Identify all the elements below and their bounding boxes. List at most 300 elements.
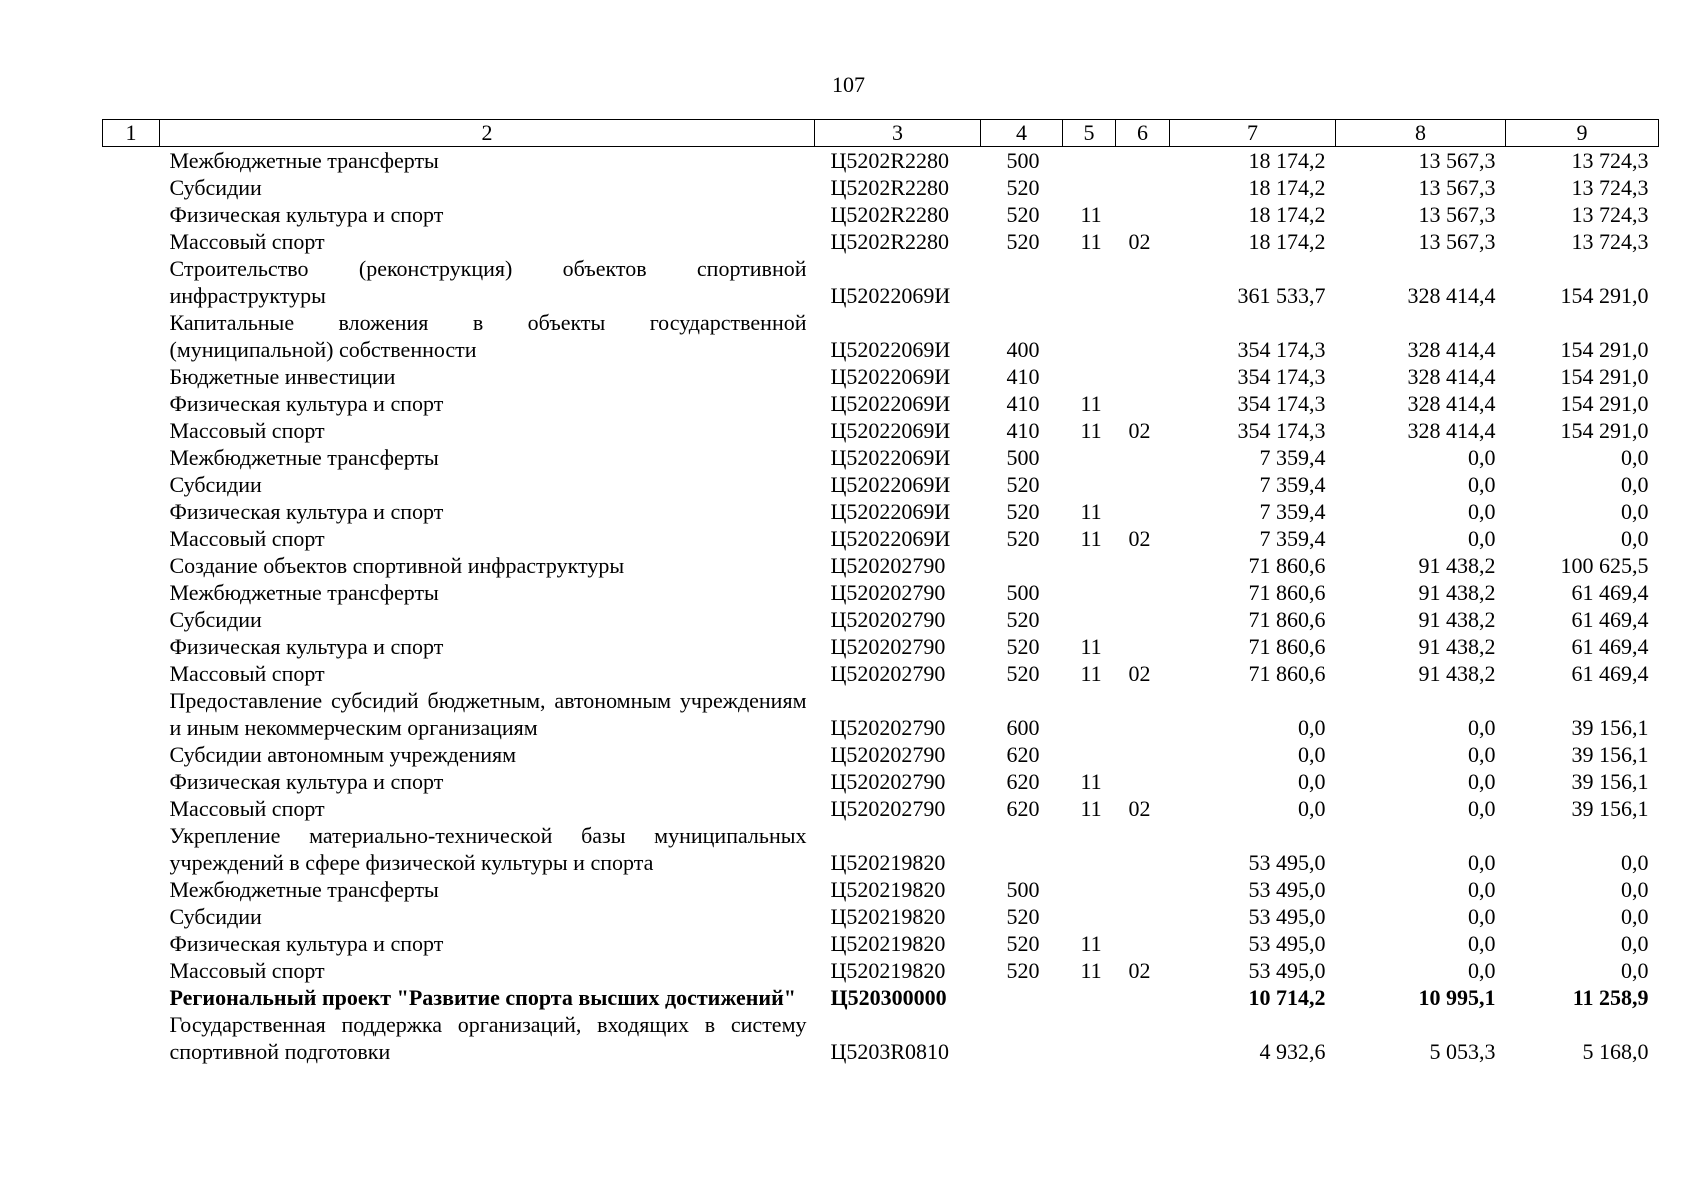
amount-col-9: 11 258,9: [1572, 985, 1649, 1010]
amount-col-8: 0,0: [1468, 931, 1496, 956]
amount-col-8: 91 438,2: [1418, 607, 1496, 632]
amount-col-9: 61 469,4: [1571, 607, 1649, 632]
expense-type-code: 520: [1006, 634, 1040, 659]
subsection-code: [1116, 1011, 1170, 1065]
header-col-1: 1: [103, 120, 160, 147]
amount-col-9: 39 156,1: [1571, 796, 1649, 821]
page-number: 107: [832, 72, 865, 97]
section-code: [1063, 552, 1116, 579]
amount-col-8: 328 414,4: [1407, 337, 1496, 362]
subsection-code: [1116, 822, 1170, 876]
amount-col-8: 0,0: [1468, 445, 1496, 470]
subsection-code: [1116, 741, 1170, 768]
amount-col-7: 71 860,6: [1248, 634, 1326, 659]
expense-type-code: 520: [1006, 958, 1040, 983]
section-code: 11: [1080, 796, 1102, 821]
table-header: [103, 120, 1659, 147]
table-row: [103, 984, 1659, 1011]
expense-type-code: 520: [1006, 904, 1040, 929]
section-code: [1063, 471, 1116, 498]
col1-cell: [103, 255, 160, 309]
table-row: [103, 552, 1659, 579]
budget-table: [102, 119, 1659, 1065]
subsection-code: [1116, 876, 1170, 903]
col1-cell: [103, 741, 160, 768]
item-name: Субсидии: [169, 607, 262, 632]
amount-col-7: 7 359,4: [1259, 472, 1326, 497]
item-name: Межбюджетные трансферты: [169, 580, 439, 605]
col1-cell: [103, 552, 160, 579]
col1-cell: [103, 174, 160, 201]
amount-col-7: 7 359,4: [1259, 445, 1326, 470]
table-row: [103, 417, 1659, 444]
expense-type-code: 520: [1006, 661, 1040, 686]
item-name: Межбюджетные трансферты: [169, 148, 439, 173]
item-name: Массовый спорт: [169, 661, 325, 686]
item-name: Физическая культура и спорт: [169, 202, 444, 227]
amount-col-9: 13 724,3: [1571, 148, 1649, 173]
item-name: Физическая культура и спорт: [169, 769, 444, 794]
target-code: Ц52022069И: [830, 418, 951, 443]
subsection-code: [1116, 390, 1170, 417]
amount-col-9: 0,0: [1621, 877, 1649, 902]
target-code: Ц52022069И: [830, 526, 951, 551]
amount-col-8: 0,0: [1468, 904, 1496, 929]
col1-cell: [103, 471, 160, 498]
expense-type-code: 620: [1006, 742, 1040, 767]
section-code: 11: [1080, 418, 1102, 443]
target-code: Ц52022069И: [830, 364, 951, 389]
target-code: Ц520202790: [830, 715, 946, 740]
section-code: 11: [1080, 391, 1102, 416]
target-code: Ц520202790: [830, 769, 946, 794]
col1-cell: [103, 309, 160, 363]
section-code: 11: [1080, 931, 1102, 956]
table-row: [103, 174, 1659, 201]
subsection-code: [1116, 903, 1170, 930]
item-name: Бюджетные инвестиции: [169, 364, 396, 389]
amount-col-8: 328 414,4: [1407, 391, 1496, 416]
header-col-4: 4: [981, 120, 1063, 147]
subsection-code: [1116, 174, 1170, 201]
expense-type-code: [981, 984, 1063, 1011]
item-name: Субсидии: [169, 904, 262, 929]
item-name: Массовый спорт: [169, 526, 325, 551]
item-name: Межбюджетные трансферты: [169, 877, 439, 902]
target-code: Ц5202R2280: [830, 175, 950, 200]
expense-type-code: 600: [1006, 715, 1040, 740]
col1-cell: [103, 687, 160, 741]
subsection-code: [1116, 606, 1170, 633]
amount-col-8: 328 414,4: [1407, 364, 1496, 389]
amount-col-7: 53 495,0: [1248, 850, 1326, 875]
subsection-code: [1116, 579, 1170, 606]
expense-type-code: 410: [1006, 391, 1040, 416]
section-code: 11: [1080, 769, 1102, 794]
col1-cell: [103, 390, 160, 417]
amount-col-9: 154 291,0: [1560, 283, 1649, 308]
amount-col-9: 13 724,3: [1571, 202, 1649, 227]
amount-col-9: 0,0: [1621, 958, 1649, 983]
subsection-code: [1116, 471, 1170, 498]
target-code: Ц520300000: [830, 985, 947, 1010]
amount-col-7: 18 174,2: [1248, 175, 1326, 200]
expense-type-code: 520: [1006, 175, 1040, 200]
amount-col-8: 91 438,2: [1418, 580, 1496, 605]
amount-col-7: 71 860,6: [1248, 553, 1326, 578]
col1-cell: [103, 903, 160, 930]
header-row: [103, 120, 1659, 147]
section-code: [1063, 579, 1116, 606]
amount-col-9: 39 156,1: [1571, 769, 1649, 794]
amount-col-7: 53 495,0: [1248, 958, 1326, 983]
header-col-8: 8: [1336, 120, 1506, 147]
expense-type-code: [981, 255, 1063, 309]
item-name: Физическая культура и спорт: [169, 931, 444, 956]
col1-cell: [103, 498, 160, 525]
section-code: [1063, 363, 1116, 390]
amount-col-9: 0,0: [1621, 472, 1649, 497]
table-row: [103, 147, 1659, 175]
col1-cell: [103, 606, 160, 633]
expense-type-code: [981, 1011, 1063, 1065]
target-code: Ц5202R2280: [830, 229, 950, 254]
col1-cell: [103, 633, 160, 660]
subsection-code: [1116, 363, 1170, 390]
subsection-code: 02: [1128, 796, 1151, 821]
item-name: Физическая культура и спорт: [169, 391, 444, 416]
amount-col-7: 7 359,4: [1259, 526, 1326, 551]
target-code: Ц520202790: [830, 553, 946, 578]
amount-col-7: 71 860,6: [1248, 607, 1326, 632]
amount-col-7: 18 174,2: [1248, 229, 1326, 254]
table-row: [103, 444, 1659, 471]
table-row: [103, 579, 1659, 606]
item-name: Субсидии автономным учреждениям: [169, 742, 517, 767]
col1-cell: [103, 822, 160, 876]
amount-col-9: 61 469,4: [1571, 634, 1649, 659]
header-col-3: 3: [815, 120, 981, 147]
amount-col-7: 354 174,3: [1237, 391, 1326, 416]
item-name: Государственная поддержка организаций, входящих в систему спортивной подготовки: [169, 1012, 807, 1064]
target-code: Ц520202790: [830, 580, 946, 605]
subsection-code: [1116, 984, 1170, 1011]
target-code: Ц520219820: [830, 904, 946, 929]
col1-cell: [103, 525, 160, 552]
col1-cell: [103, 930, 160, 957]
item-name: Строительство (реконструкция) объектов спортивной инфраструктуры: [169, 256, 807, 308]
amount-col-7: 71 860,6: [1248, 661, 1326, 686]
table-row: [103, 606, 1659, 633]
subsection-code: [1116, 930, 1170, 957]
target-code: Ц520202790: [830, 661, 946, 686]
target-code: Ц5203R0810: [830, 1039, 950, 1064]
subsection-code: [1116, 552, 1170, 579]
item-name: Субсидии: [169, 472, 262, 497]
section-code: [1063, 687, 1116, 741]
expense-type-code: 520: [1006, 499, 1040, 524]
expense-type-code: 410: [1006, 418, 1040, 443]
item-name: Массовый спорт: [169, 796, 325, 821]
table-row: [103, 795, 1659, 822]
table-row: [103, 498, 1659, 525]
amount-col-9: 13 724,3: [1571, 229, 1649, 254]
subsection-code: [1116, 255, 1170, 309]
amount-col-9: 39 156,1: [1571, 742, 1649, 767]
item-name: Физическая культура и спорт: [169, 634, 444, 659]
amount-col-7: 0,0: [1298, 715, 1326, 740]
item-name: Предоставление субсидий бюджетным, автономным учреждениям и иным некоммерческим организациям: [169, 688, 807, 740]
table-row: [103, 255, 1659, 309]
col1-cell: [103, 579, 160, 606]
header-col-6: 6: [1116, 120, 1170, 147]
target-code: Ц5202R2280: [830, 202, 950, 227]
amount-col-7: 53 495,0: [1248, 931, 1326, 956]
subsection-code: [1116, 633, 1170, 660]
target-code: Ц520219820: [830, 931, 946, 956]
table-row: [103, 687, 1659, 741]
amount-col-9: 0,0: [1621, 445, 1649, 470]
target-code: Ц52022069И: [830, 499, 951, 524]
expense-type-code: [981, 822, 1063, 876]
col1-cell: [103, 1011, 160, 1065]
amount-col-8: 13 567,3: [1418, 229, 1496, 254]
col1-cell: [103, 363, 160, 390]
amount-col-8: 0,0: [1468, 769, 1496, 794]
col1-cell: [103, 984, 160, 1011]
subsection-code: [1116, 147, 1170, 175]
amount-col-9: 0,0: [1621, 904, 1649, 929]
expense-type-code: 520: [1006, 526, 1040, 551]
table-row: [103, 1011, 1659, 1065]
amount-col-8: 91 438,2: [1418, 634, 1496, 659]
amount-col-8: 0,0: [1468, 526, 1496, 551]
subsection-code: 02: [1128, 229, 1151, 254]
col1-cell: [103, 201, 160, 228]
amount-col-8: 13 567,3: [1418, 175, 1496, 200]
item-name: Физическая культура и спорт: [169, 499, 444, 524]
amount-col-9: 154 291,0: [1560, 364, 1649, 389]
amount-col-7: 53 495,0: [1248, 877, 1326, 902]
section-code: [1063, 741, 1116, 768]
table-row: [103, 390, 1659, 417]
expense-type-code: 520: [1006, 931, 1040, 956]
target-code: Ц52022069И: [830, 337, 951, 362]
table-row: [103, 363, 1659, 390]
table-row: [103, 471, 1659, 498]
table-row: [103, 822, 1659, 876]
expense-type-code: 500: [1006, 580, 1040, 605]
expense-type-code: 500: [1006, 877, 1040, 902]
item-name: Региональный проект "Развитие спорта высших достижений": [169, 985, 796, 1010]
amount-col-9: 0,0: [1621, 931, 1649, 956]
section-code: 11: [1080, 229, 1102, 254]
amount-col-7: 71 860,6: [1248, 580, 1326, 605]
col1-cell: [103, 417, 160, 444]
table-body: [103, 147, 1659, 1066]
amount-col-7: 18 174,2: [1248, 148, 1326, 173]
amount-col-8: 0,0: [1468, 715, 1496, 740]
table-row: [103, 201, 1659, 228]
amount-col-8: 13 567,3: [1418, 148, 1496, 173]
table-row: [103, 768, 1659, 795]
col1-cell: [103, 228, 160, 255]
amount-col-8: 0,0: [1468, 742, 1496, 767]
amount-col-8: 91 438,2: [1418, 661, 1496, 686]
subsection-code: [1116, 201, 1170, 228]
amount-col-7: 18 174,2: [1248, 202, 1326, 227]
subsection-code: [1116, 687, 1170, 741]
expense-type-code: 500: [1006, 148, 1040, 173]
col1-cell: [103, 444, 160, 471]
target-code: Ц5202R2280: [830, 148, 950, 173]
item-name: Массовый спорт: [169, 958, 325, 983]
expense-type-code: 500: [1006, 445, 1040, 470]
subsection-code: [1116, 309, 1170, 363]
amount-col-8: 13 567,3: [1418, 202, 1496, 227]
expense-type-code: 620: [1006, 769, 1040, 794]
amount-col-8: 328 414,4: [1407, 418, 1496, 443]
target-code: Ц520219820: [830, 877, 946, 902]
col1-cell: [103, 957, 160, 984]
subsection-code: [1116, 768, 1170, 795]
section-code: [1063, 174, 1116, 201]
table-row: [103, 633, 1659, 660]
item-name: Массовый спорт: [169, 229, 325, 254]
amount-col-9: 154 291,0: [1560, 337, 1649, 362]
target-code: Ц520202790: [830, 796, 946, 821]
amount-col-7: 354 174,3: [1237, 337, 1326, 362]
expense-type-code: 620: [1006, 796, 1040, 821]
expense-type-code: 410: [1006, 364, 1040, 389]
header-col-2: 2: [160, 120, 815, 147]
section-code: 11: [1080, 661, 1102, 686]
subsection-code: 02: [1128, 418, 1151, 443]
target-code: Ц520219820: [830, 850, 946, 875]
target-code: Ц520202790: [830, 742, 946, 767]
item-name: Субсидии: [169, 175, 262, 200]
target-code: Ц52022069И: [830, 445, 951, 470]
table-row: [103, 228, 1659, 255]
table-row: [103, 903, 1659, 930]
table-row: [103, 957, 1659, 984]
amount-col-9: 100 625,5: [1560, 553, 1649, 578]
col1-cell: [103, 768, 160, 795]
col1-cell: [103, 876, 160, 903]
subsection-code: 02: [1128, 958, 1151, 983]
table-row: [103, 525, 1659, 552]
col1-cell: [103, 147, 160, 175]
amount-col-8: 91 438,2: [1418, 553, 1496, 578]
section-code: [1063, 147, 1116, 175]
header-col-9: 9: [1506, 120, 1659, 147]
section-code: [1063, 984, 1116, 1011]
amount-col-9: 61 469,4: [1571, 580, 1649, 605]
section-code: 11: [1080, 499, 1102, 524]
amount-col-9: 39 156,1: [1571, 715, 1649, 740]
item-name: Массовый спорт: [169, 418, 325, 443]
header-col-7: 7: [1170, 120, 1336, 147]
amount-col-7: 354 174,3: [1237, 418, 1326, 443]
amount-col-8: 0,0: [1468, 877, 1496, 902]
item-name: Укрепление материально-технической базы муниципальных учреждений в сфере физической культуры и спорта: [169, 823, 807, 875]
target-code: Ц520202790: [830, 634, 946, 659]
target-code: Ц520202790: [830, 607, 946, 632]
col1-cell: [103, 795, 160, 822]
subsection-code: [1116, 444, 1170, 471]
amount-col-9: 0,0: [1621, 499, 1649, 524]
amount-col-7: 0,0: [1298, 742, 1326, 767]
item-name: Капитальные вложения в объекты государственной (муниципальной) собственности: [169, 310, 807, 362]
subsection-code: 02: [1128, 661, 1151, 686]
amount-col-8: 0,0: [1468, 850, 1496, 875]
section-code: 11: [1080, 526, 1102, 551]
section-code: [1063, 255, 1116, 309]
amount-col-7: 0,0: [1298, 796, 1326, 821]
table-row: [103, 660, 1659, 687]
amount-col-8: 10 995,1: [1418, 985, 1496, 1010]
expense-type-code: 520: [1006, 202, 1040, 227]
expense-type-code: 520: [1006, 229, 1040, 254]
target-code: Ц52022069И: [830, 391, 951, 416]
section-code: 11: [1080, 202, 1102, 227]
amount-col-9: 154 291,0: [1560, 391, 1649, 416]
section-code: [1063, 876, 1116, 903]
expense-type-code: 400: [1006, 337, 1040, 362]
col1-cell: [103, 660, 160, 687]
amount-col-7: 354 174,3: [1237, 364, 1326, 389]
section-code: 11: [1080, 634, 1102, 659]
amount-col-8: 0,0: [1468, 958, 1496, 983]
amount-col-8: 0,0: [1468, 796, 1496, 821]
table-row: [103, 741, 1659, 768]
amount-col-8: 5 053,3: [1429, 1039, 1496, 1064]
amount-col-8: 0,0: [1468, 472, 1496, 497]
amount-col-9: 5 168,0: [1582, 1039, 1649, 1064]
amount-col-9: 154 291,0: [1560, 418, 1649, 443]
amount-col-7: 7 359,4: [1259, 499, 1326, 524]
table-row: [103, 930, 1659, 957]
item-name: Межбюджетные трансферты: [169, 445, 439, 470]
target-code: Ц52022069И: [830, 472, 951, 497]
amount-col-9: 61 469,4: [1571, 661, 1649, 686]
amount-col-7: 10 714,2: [1248, 985, 1326, 1010]
expense-type-code: [981, 552, 1063, 579]
amount-col-7: 0,0: [1298, 769, 1326, 794]
amount-col-9: 0,0: [1621, 526, 1649, 551]
subsection-code: 02: [1128, 526, 1151, 551]
section-code: [1063, 444, 1116, 471]
subsection-code: [1116, 498, 1170, 525]
expense-type-code: 520: [1006, 607, 1040, 632]
table-row: [103, 876, 1659, 903]
section-code: [1063, 309, 1116, 363]
section-code: [1063, 822, 1116, 876]
amount-col-7: 53 495,0: [1248, 904, 1326, 929]
target-code: Ц520219820: [830, 958, 946, 983]
table-row: [103, 309, 1659, 363]
header-col-5: 5: [1063, 120, 1116, 147]
amount-col-9: 13 724,3: [1571, 175, 1649, 200]
amount-col-9: 0,0: [1621, 850, 1649, 875]
item-name: Создание объектов спортивной инфраструктуры: [169, 553, 625, 578]
amount-col-8: 328 414,4: [1407, 283, 1496, 308]
amount-col-7: 361 533,7: [1237, 283, 1326, 308]
section-code: [1063, 903, 1116, 930]
section-code: [1063, 606, 1116, 633]
amount-col-7: 4 932,6: [1259, 1039, 1326, 1064]
target-code: Ц52022069И: [830, 283, 951, 308]
